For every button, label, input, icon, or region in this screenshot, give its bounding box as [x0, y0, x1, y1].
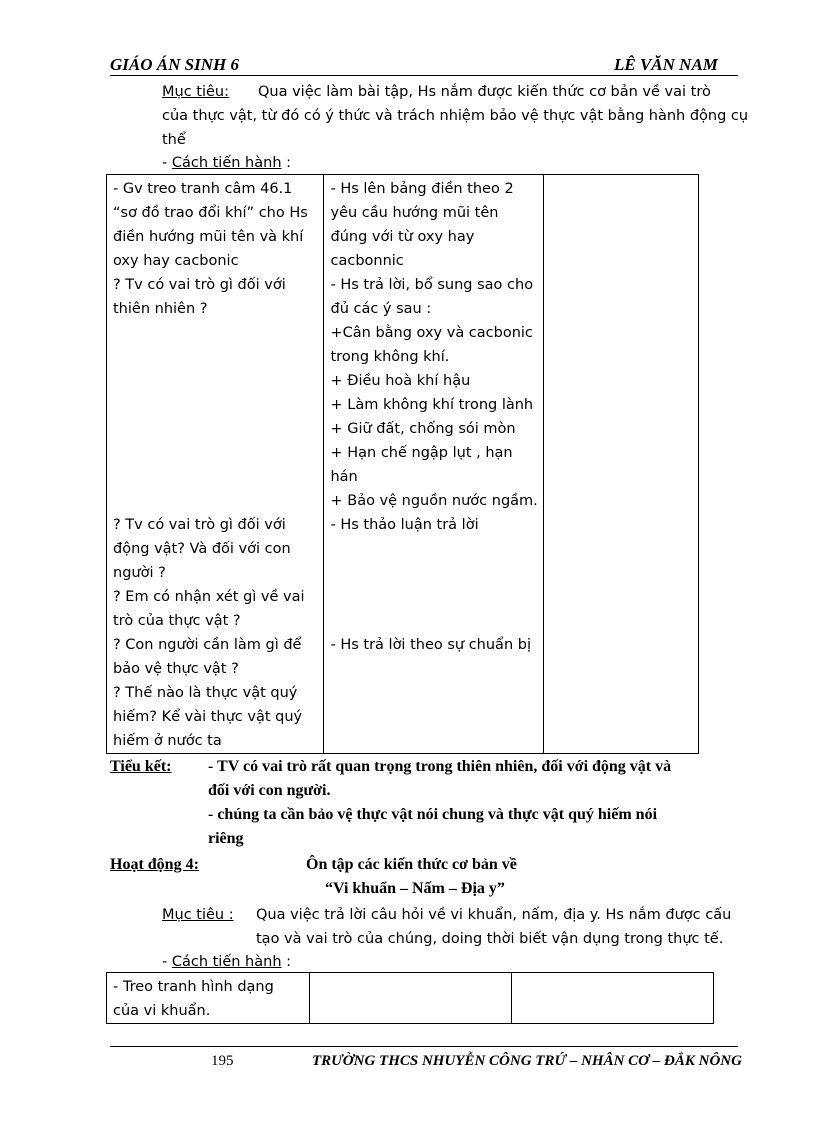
teacher-line: - Gv treo tranh câm 46.1: [113, 181, 293, 197]
activity4-teacher-cell: [107, 973, 310, 1024]
teacher-line: “sơ đồ trao đổi khí” cho Hs: [113, 205, 308, 221]
procedure-heading: [162, 151, 291, 175]
header-left: GIÁO ÁN SINH 6: [110, 55, 239, 74]
teacher-line: hiếm? Kể vài thực vật quý: [113, 709, 303, 725]
summary-line-3: - chúng ta cần bảo vệ thực vật nói chung và thực vật quý hiếm nói: [208, 806, 658, 823]
activity4-label: Hoạt động 4:: [110, 856, 199, 873]
activity4-title-line2: “Vi khuẩn – Nấm – Địa y”: [325, 880, 505, 897]
activity4-title-line1: Ôn tập các kiến thức cơ bản về: [306, 856, 517, 873]
teacher-line: ? Tv có vai trò gì đối với: [113, 277, 286, 293]
activity4-student-cell: [309, 973, 512, 1024]
student-line: + Làm không khí trong lành: [330, 397, 534, 413]
header-rule: [110, 75, 738, 76]
student-line: +Cân bằng oxy và cacbonic: [330, 325, 533, 341]
activity4-notes-cell: [512, 973, 714, 1024]
student-line: + Hạn chế ngập lụt , hạn: [330, 445, 513, 461]
teacher-line: điền hướng mũi tên và khí: [113, 229, 304, 245]
summary-line-1: - TV có vai trò rất quan trọng trong thiên nhiên, đối với động vật và: [208, 758, 672, 775]
teacher-line: động vật? Và đối với con: [113, 541, 291, 557]
activity4-procedure-heading: [162, 950, 291, 974]
lesson-table: [106, 174, 699, 754]
teacher-line: ? Tv có vai trò gì đối với: [113, 517, 286, 533]
student-line: - Hs thảo luận trả lời: [330, 517, 479, 533]
objective-line-2: của thực vật, từ đó có ý thức và trách nhiệm bảo vệ thực vật bằng hành động cụ: [162, 108, 749, 124]
student-line: cacbonnic: [330, 253, 404, 269]
student-line: trong không khí.: [330, 349, 450, 365]
procedure-suffix: :: [281, 954, 292, 970]
activity4-objective-line-2: tạo và vai trò của chúng, doing thời biết vận dụng trong thực tế.: [256, 931, 724, 947]
footer-school: TRƯỜNG THCS NHUYỄN CÔNG TRỨ – NHÂN CƠ – ĐẮK NÔNG: [312, 1053, 742, 1069]
procedure-prefix: -: [162, 155, 172, 171]
teacher-line: người ?: [113, 565, 166, 581]
teacher-line: thiên nhiên ?: [113, 301, 208, 317]
page-number: 195: [211, 1053, 234, 1069]
procedure-label: Cách tiến hành: [171, 155, 282, 171]
summary-line-2: đối với con người.: [208, 782, 331, 799]
notes-cell: [543, 175, 698, 754]
teacher-line: oxy hay cacbonic: [113, 253, 239, 269]
procedure-label: Cách tiến hành: [171, 954, 282, 970]
teacher-line: ? Con người cần làm gì để: [113, 637, 302, 653]
student-line: - Hs trả lời, bổ sung sao cho: [330, 277, 534, 293]
procedure-prefix: -: [162, 954, 172, 970]
teacher-line: trò của thực vật ?: [113, 613, 241, 629]
student-line: yêu cầu hướng mũi tên: [330, 205, 499, 221]
activity4-objective-label: Mục tiêu :: [162, 907, 234, 923]
teacher-line: bảo vệ thực vật ?: [113, 661, 239, 677]
summary-label: Tiểu kết:: [110, 758, 172, 775]
procedure-suffix: :: [281, 155, 292, 171]
teacher-line: hiếm ở nước ta: [113, 733, 222, 749]
student-activity-cell: [324, 175, 543, 754]
teacher-line: - Treo tranh hình dạng: [113, 979, 274, 995]
objective-label: Mục tiêu:: [162, 84, 229, 100]
objective-line-3: thể: [162, 132, 186, 148]
teacher-line: của vi khuẩn.: [113, 1003, 211, 1019]
teacher-line: ? Em có nhận xét gì về vai: [113, 589, 305, 605]
student-line: hán: [330, 469, 358, 485]
activity4-objective-line-1: Qua việc trả lời câu hỏi về vi khuẩn, nấm, địa y. Hs nắm được cấu: [256, 907, 732, 923]
teacher-line: ? Thế nào là thực vật quý: [113, 685, 298, 701]
student-line: đủ các ý sau :: [330, 301, 432, 317]
header-right: LÊ VĂN NAM: [614, 55, 718, 74]
student-line: + Bảo vệ nguồn nước ngầm.: [330, 493, 538, 509]
student-line: + Điều hoà khí hậu: [330, 373, 471, 389]
student-line: - Hs trả lời theo sự chuẩn bị: [330, 637, 531, 653]
student-line: đúng với từ oxy hay: [330, 229, 475, 245]
summary-line-4: riêng: [208, 830, 244, 847]
activity4-table: [106, 972, 714, 1024]
student-line: + Giữ đất, chống sói mòn: [330, 421, 516, 437]
footer-rule: [110, 1046, 738, 1047]
student-line: - Hs lên bảng điền theo 2: [330, 181, 514, 197]
objective-line-1: Qua việc làm bài tập, Hs nắm được kiến thức cơ bản về vai trò: [258, 84, 711, 100]
teacher-activity-cell: [107, 175, 324, 754]
